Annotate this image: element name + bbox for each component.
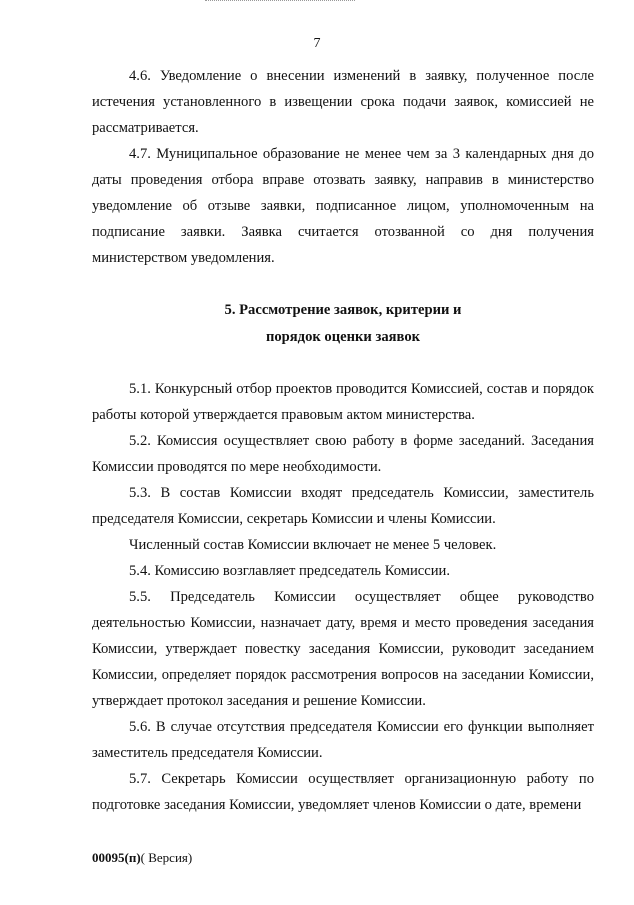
paragraph-5-2: 5.2. Комиссия осуществляет свою работу в форме заседаний. Заседания Комиссии проводятся по мере необходимости. (92, 433, 594, 475)
paragraph-5-5: 5.5. Председатель Комиссии осуществляет общее руководство деятельностью Комиссии, назначает дату, время и место проведения заседания Комиссии, утверждает повестку заседания Комиссии, руководит заседанием Комиссии, определяет порядок рассмотрения вопросов на заседании Комиссии, утверждает протокол заседания и решение Комиссии. (92, 589, 594, 709)
spacer (92, 271, 594, 297)
page-number: 7 (313, 36, 321, 51)
document-code: 00095(п) (92, 850, 141, 865)
paragraph-4-6: 4.6. Уведомление о внесении изменений в заявку, полученное после истечения установленного в извещении срока подачи заявок, комиссией не рассматривается. (92, 68, 594, 136)
paragraph-5-7: 5.7. Секретарь Комиссии осуществляет организационную работу по подготовке заседания Комиссии, уведомляет членов Комиссии о дате, времени (92, 771, 594, 813)
section-heading-line-1: 5. Рассмотрение заявок, критерии и (224, 302, 462, 318)
paragraph-5-4: 5.4. Комиссию возглавляет председатель Комиссии. (129, 563, 450, 579)
document-body (92, 63, 594, 818)
paragraph-4-7: 4.7. Муниципальное образование не менее чем за 3 календарных дня до даты проведения отбора вправе отозвать заявку, направив в министерство уведомление об отзыве заявки, подписанное лицом, уполномоченным на подписание заявки. Заявка считается отозванной со дня получения министерством уведомления. (92, 146, 594, 266)
paragraph-5-3-count: Численный состав Комиссии включает не менее 5 человек. (129, 537, 497, 553)
section-heading-line-2: порядок оценки заявок (265, 329, 421, 345)
spacer (92, 351, 594, 376)
document-footer (92, 850, 192, 866)
top-edge-rule (205, 0, 355, 2)
paragraph-5-6: 5.6. В случае отсутствия председателя Комиссии его функции выполняет заместитель председателя Комиссии. (92, 719, 594, 761)
paragraph-5-1: 5.1. Конкурсный отбор проектов проводится Комиссией, состав и порядок работы которой утверждается правовым актом министерства. (92, 381, 594, 423)
paragraph-5-3: 5.3. В состав Комиссии входят председатель Комиссии, заместитель председателя Комиссии, секретарь Комиссии и члены Комиссии. (92, 485, 594, 527)
document-version: ( Версия) (140, 850, 193, 865)
